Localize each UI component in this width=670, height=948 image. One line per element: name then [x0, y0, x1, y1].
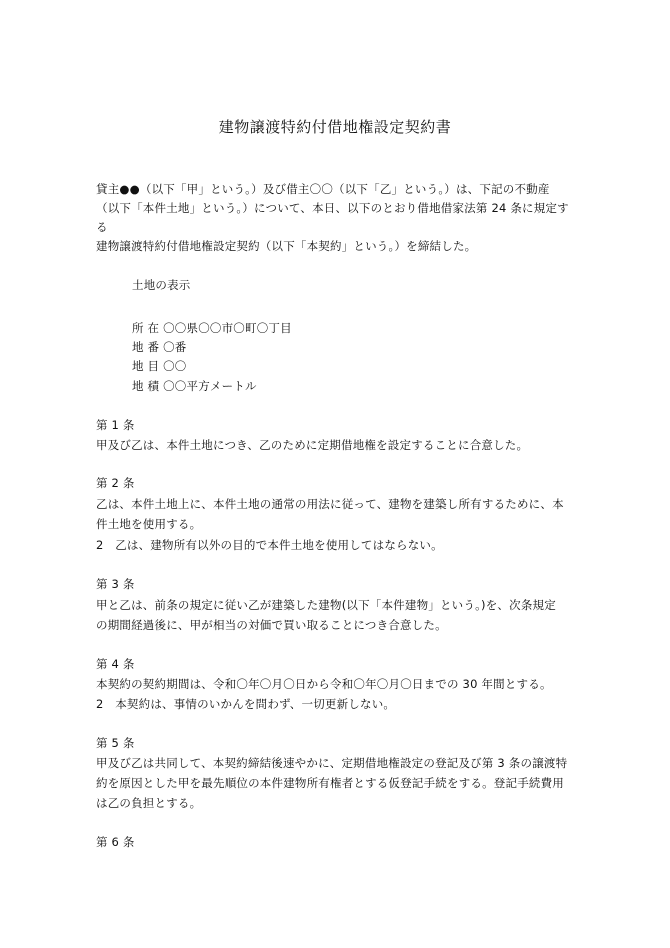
article-line: 本契約の契約期間は、令和〇年〇月〇日から令和〇年〇月〇日までの 30 年間とする。: [96, 677, 552, 691]
article-heading: 第 6 条: [96, 835, 135, 849]
land-lot-number: 地 番 〇番: [132, 340, 187, 354]
article-heading: 第 5 条: [96, 736, 135, 750]
article-heading: 第 2 条: [96, 476, 135, 490]
document-title: 建物譲渡特約付借地権設定契約書: [218, 118, 452, 136]
article-line: の期間経過後に、甲が相当の対価で買い取ることにつき合意した。: [96, 618, 447, 632]
intro-line: （以下「本件土地」という。）について、本日、以下のとおり借地借家法第 24 条に規定す: [96, 201, 569, 215]
article-heading: 第 1 条: [96, 418, 135, 432]
land-category: 地 目 〇〇: [132, 359, 187, 373]
article-heading: 第 4 条: [96, 657, 135, 671]
article-line: 2 本契約は、事情のいかんを問わず、一切更新しない。: [96, 697, 396, 711]
article-line: 甲と乙は、前条の規定に従い乙が建築した建物(以下「本件建物」という。)を、次条規定: [96, 598, 556, 612]
intro-line: 建物譲渡特約付借地権設定契約（以下「本契約」という。）を締結した。: [96, 239, 477, 253]
article-line: 乙は、本件土地上に、本件土地の通常の用法に従って、建物を建築し所有するために、本: [96, 497, 564, 511]
land-heading: 土地の表示: [132, 278, 191, 292]
article-line: 2 乙は、建物所有以外の目的で本件土地を使用してはならない。: [96, 538, 443, 552]
article-line: 甲及び乙は共同して、本契約締結後速やかに、定期借地権設定の登記及び第 3 条の譲渡特: [96, 756, 568, 770]
article-line: 件土地を使用する。: [96, 517, 202, 531]
article-heading: 第 3 条: [96, 577, 135, 591]
intro-line: る: [96, 220, 108, 234]
article-line: 約を原因とした甲を最先順位の本件建物所有権者とする仮登記手続をする。登記手続費用: [96, 776, 564, 790]
article-line: は乙の負担とする。: [96, 796, 202, 810]
intro-line: 貸主●●（以下「甲」という。）及び借主〇〇（以下「乙」という。）は、下記の不動産: [96, 182, 550, 196]
land-location: 所 在 〇〇県〇〇市〇町〇丁目: [132, 321, 292, 335]
article-line: 甲及び乙は、本件土地につき、乙のために定期借地権を設定することに合意した。: [96, 438, 529, 452]
land-area: 地 積 〇〇平方メートル: [132, 379, 257, 393]
